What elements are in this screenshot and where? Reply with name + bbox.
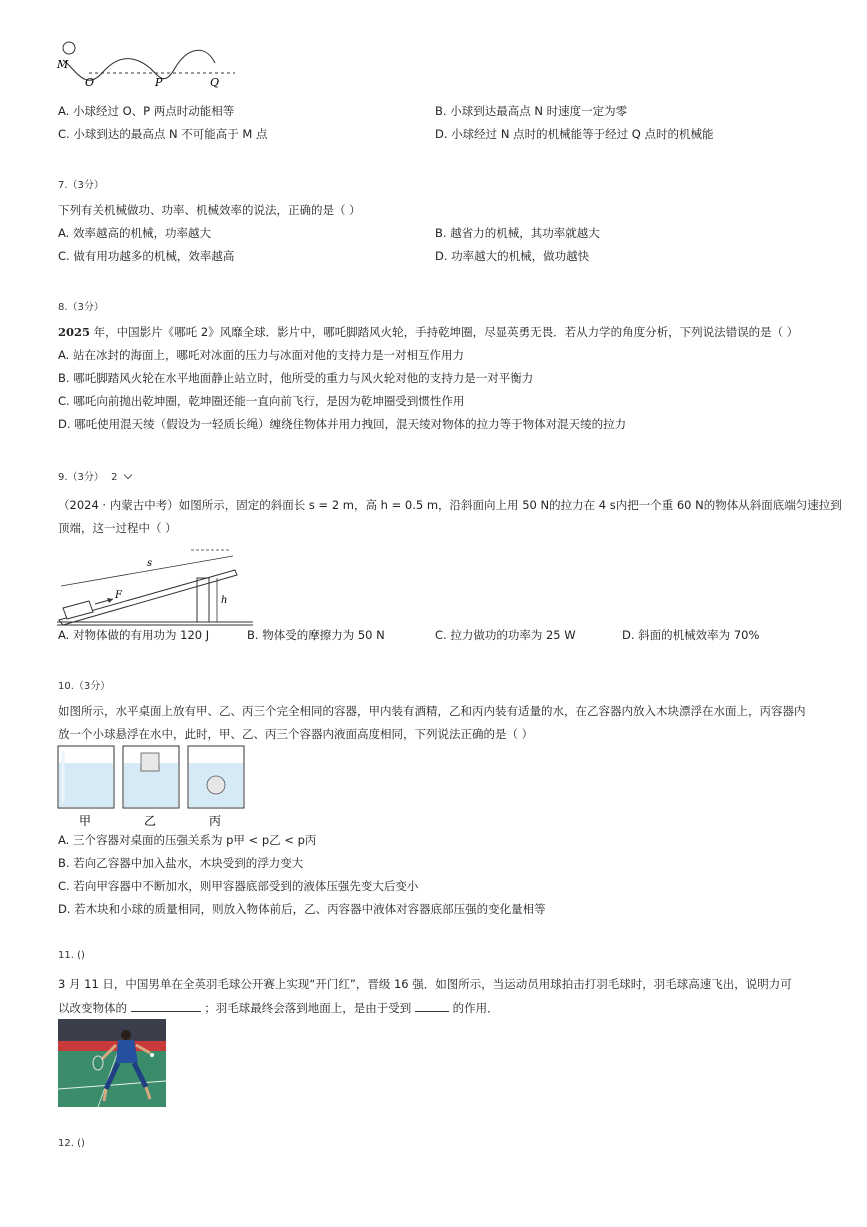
q7-option-c[interactable]: C. 做有用功越多的机械，效率越高: [58, 249, 235, 263]
q6-label-q: Q: [210, 76, 220, 89]
q11-blank-2[interactable]: [415, 999, 449, 1012]
q11-stem-line2: [58, 997, 499, 1020]
q10-stem-line2: 放一个小球悬浮在水中，此时，甲、乙、丙三个容器内液面高度相同，下列说法正确的是（ ）: [58, 727, 534, 741]
q7-option-a[interactable]: A. 效率越高的机械，功率越大: [58, 226, 211, 240]
q10-option-c[interactable]: C. 若向甲容器中不断加水，则甲容器底部受到的液体压强先变大后变小: [58, 879, 419, 893]
q8-stem: [58, 321, 798, 344]
q10-wood-block: [141, 753, 159, 771]
q9-stem-line1: （2024 · 内蒙古中考）如图所示，固定的斜面长 s = 2 m，高 h = 0.5 m，沿斜面向上用 50 N的拉力在 4 s内把一个重 60 N的物体从斜面底端匀速拉到: [58, 498, 842, 512]
q10-option-b[interactable]: B. 若向乙容器中加入盐水，木块受到的浮力变大: [58, 856, 304, 870]
q6-option-b[interactable]: B. 小球到达最高点 N 时速度一定为零: [435, 104, 628, 118]
q9-stem-line2: 顶端，这一过程中（ ）: [58, 521, 177, 535]
q9-label-h: h: [221, 595, 228, 606]
q6-ball: [63, 42, 75, 54]
q10-option-a[interactable]: A. 三个容器对桌面的压强关系为 p甲 < p乙 < p丙: [58, 833, 317, 847]
q6-option-d[interactable]: D. 小球经过 N 点时的机械能等于经过 Q 点时的机械能: [435, 127, 714, 141]
q10-number: 10.（3分）: [58, 681, 111, 692]
q8-number: 8.（3分）: [58, 302, 104, 313]
q11-number: 11. (): [58, 950, 85, 961]
q11-stem-part-c: 的作用．: [452, 1001, 499, 1015]
q10-label-yi: 乙: [144, 814, 157, 828]
q9-option-b[interactable]: B. 物体受的摩擦力为 50 N: [247, 628, 385, 642]
q9-number: [58, 468, 131, 483]
q9-count[interactable]: 2: [111, 472, 118, 483]
q6-label-o: O: [85, 76, 95, 89]
q8-option-d[interactable]: D. 哪吒使用混天绫（假设为一轻质长绳）缠绕住物体并用力拽回，混天绫对物体的拉力等于物体对混天绫的拉力: [58, 417, 627, 431]
q6-label-m: M: [57, 58, 69, 71]
q10-label-bing: 丙: [209, 814, 222, 828]
q11-blank-1[interactable]: [131, 999, 201, 1012]
q11-stem-line1: 3 月 11 日，中国男单在全英羽毛球公开赛上实现“开门红”，晋级 16 强．如图所示，当运动员用球拍击打羽毛球时，羽毛球高速飞出，说明力可: [58, 977, 792, 991]
q9-figure: [55, 548, 255, 628]
q8-year: 2025: [58, 325, 91, 339]
q10-option-d[interactable]: D. 若木块和小球的质量相同，则放入物体前后，乙、丙容器中液体对容器底部压强的变化量相等: [58, 902, 546, 916]
chevron-down-icon[interactable]: [123, 471, 131, 479]
q10-ball: [207, 776, 225, 794]
q8-option-c[interactable]: C. 哪吒向前抛出乾坤圈，乾坤圈还能一直向前飞行，是因为乾坤圈受到惯性作用: [58, 394, 465, 408]
q10-figure: [57, 745, 247, 827]
q10-stem-line1: 如图所示，水平桌面上放有甲、乙、丙三个完全相同的容器，甲内装有酒精，乙和丙内装有适量的水，在乙容器内放入木块漂浮在水面上，丙容器内: [58, 704, 806, 718]
q9-incline: [59, 570, 237, 625]
q8-option-a[interactable]: A. 站在冰封的海面上，哪吒对冰面的压力与冰面对他的支持力是一对相互作用力: [58, 348, 464, 362]
q6-figure: [55, 38, 245, 90]
q9-option-a[interactable]: A. 对物体做的有用功为 120 J: [58, 628, 210, 642]
q12-number: 12. (): [58, 1138, 85, 1149]
q9-option-c[interactable]: C. 拉力做功的功率为 25 W: [435, 628, 576, 642]
q6-option-c[interactable]: C. 小球到达的最高点 N 不可能高于 M 点: [58, 127, 268, 141]
q9-label-s: s: [147, 558, 153, 569]
q7-number: 7.（3分）: [58, 180, 104, 191]
q7-option-d[interactable]: D. 功率越大的机械，做功越快: [435, 249, 590, 263]
q7-option-b[interactable]: B. 越省力的机械，其功率就越大: [435, 226, 600, 240]
q9-number-text: 9.（3分）: [58, 472, 104, 483]
q9-block: [63, 601, 93, 619]
q11-badminton-photo: [58, 1019, 166, 1107]
q11-stem-part-a: 以改变物体的: [58, 1001, 127, 1015]
q6-label-p: P: [155, 76, 163, 89]
q7-stem: 下列有关机械做功、功率、机械效率的说法，正确的是（ ）: [58, 203, 361, 217]
q11-stem-part-b: ；羽毛球最终会落到地面上，是由于受到: [204, 1001, 412, 1015]
q10-label-jia: 甲: [79, 814, 92, 828]
q8-option-b[interactable]: B. 哪吒脚踏风火轮在水平地面静止站立时，他所受的重力与风火轮对他的支持力是一对平衡力: [58, 371, 534, 385]
q6-option-a[interactable]: A. 小球经过 O、P 两点时动能相等: [58, 104, 235, 118]
q9-label-f: F: [115, 590, 122, 601]
q8-stem-text: 年，中国影片《哪吒 2》风靡全球．影片中，哪吒脚踏风火轮，手持乾坤圈，尽显英勇无畏．若从力学的角度分析，下列说法错误的是（ ）: [90, 325, 799, 339]
q9-option-d[interactable]: D. 斜面的机械效率为 70%: [622, 628, 760, 642]
